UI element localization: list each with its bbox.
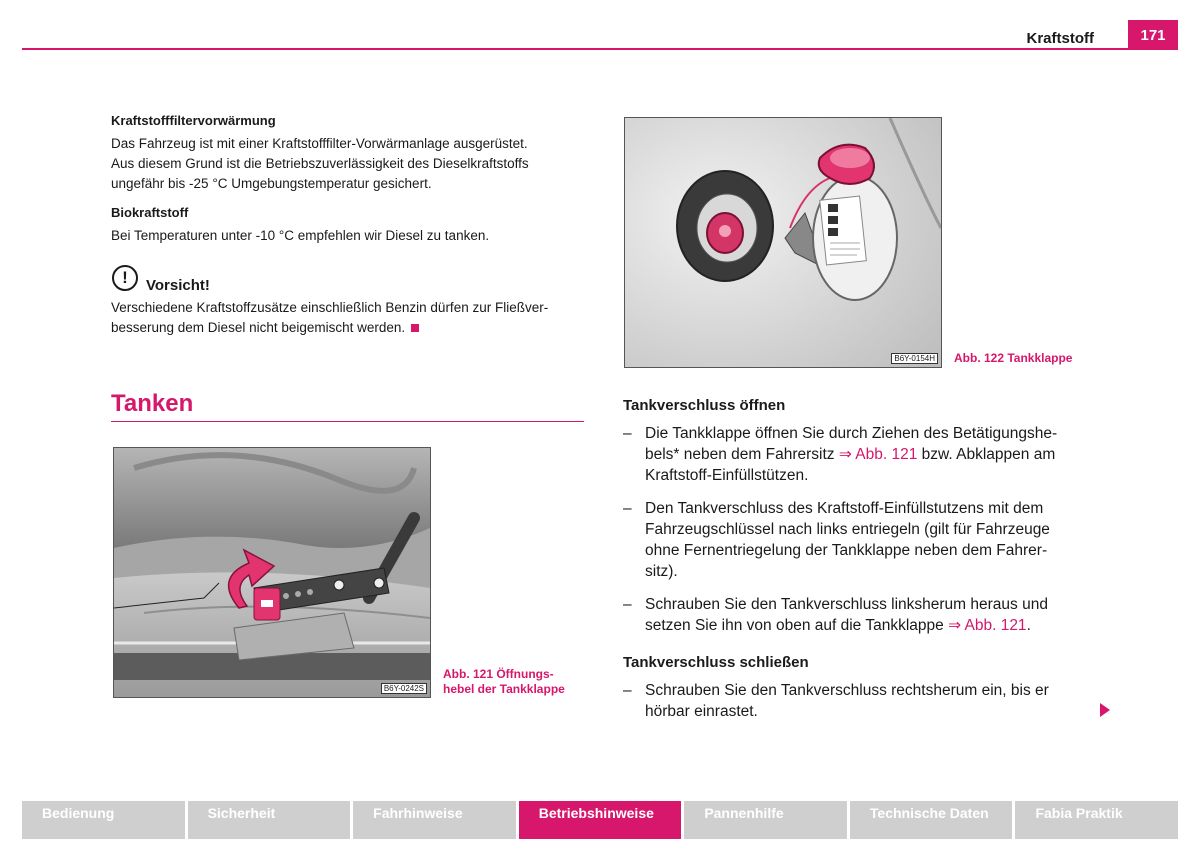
step-line: Schrauben Sie den Tankverschluss linksherum heraus und (645, 596, 1048, 613)
list-dash: – (623, 500, 632, 517)
step-line: Kraftstoff-Einfüllstützen. (645, 467, 809, 484)
end-of-section-square-icon (411, 324, 419, 332)
filter-line: Das Fahrzeug ist mit einer Kraftstofffilter-Vorwärmanlage ausgerüstet. (111, 136, 528, 151)
tab-betriebshinweise[interactable]: Betriebshinweise (519, 801, 682, 839)
list-dash: – (623, 682, 632, 699)
chapter-nav (22, 801, 1178, 839)
figure-121-caption (443, 667, 565, 697)
list-dash: – (623, 425, 632, 442)
caption-line: Abb. 121 Öffnungs- (443, 667, 554, 681)
bio-heading: Biokraftstoff (111, 205, 189, 220)
figure-121-reference-link[interactable]: ⇒ Abb. 121 (948, 617, 1027, 634)
section-title: Tanken (111, 390, 194, 417)
tab-fahrhinweise[interactable]: Fahrhinweise (353, 801, 516, 839)
step-line: bels* neben dem Fahrersitz (645, 446, 835, 463)
warning-line: besserung dem Diesel nicht beigemischt werden. (111, 320, 406, 335)
figure-121-code: B6Y-0242S (381, 683, 427, 694)
step-line: ohne Fernentriegelung der Tankklappe neben dem Fahrer- (645, 542, 1048, 559)
figure-122-caption: Abb. 122 Tankklappe (954, 351, 1073, 365)
page-number: 171 (1128, 20, 1178, 50)
close-heading: Tankverschluss schließen (623, 654, 809, 671)
filter-paragraph (111, 134, 591, 194)
step-line: Schrauben Sie den Tankverschluss rechtsherum ein, bis er (645, 682, 1049, 699)
step-line: . (1026, 617, 1031, 634)
warning-paragraph (111, 298, 591, 338)
open-step-3 (623, 594, 1103, 636)
figure-122-code: B6Y-0154H (891, 353, 938, 364)
open-step-1 (623, 423, 1103, 486)
warning-title: Vorsicht! (146, 277, 210, 294)
step-line: Die Tankklappe öffnen Sie durch Ziehen des Betätigungshe- (645, 425, 1058, 442)
tab-technische-daten[interactable]: Technische Daten (850, 801, 1013, 839)
step-line: Fahrzeugschlüssel nach links entriegeln (gilt für Fahrzeuge (645, 521, 1050, 538)
list-dash: – (623, 596, 632, 613)
header-rule (22, 48, 1178, 50)
tab-bedienung[interactable]: Bedienung (22, 801, 185, 839)
filter-heading: Kraftstofffiltervorwärmung (111, 113, 276, 128)
step-line: sitz). (645, 563, 678, 580)
step-line: Den Tankverschluss des Kraftstoff-Einfüllstutzens mit dem (645, 500, 1044, 517)
tab-sicherheit[interactable]: Sicherheit (188, 801, 351, 839)
open-heading: Tankverschluss öffnen (623, 397, 786, 414)
caption-line: hebel der Tankklappe (443, 682, 565, 696)
close-step-1 (623, 680, 1103, 722)
figure-121-lever-image (113, 447, 431, 698)
filter-line: ungefähr bis -25 °C Umgebungstemperatur gesichert. (111, 176, 432, 191)
step-line: setzen Sie ihn von oben auf die Tankklappe (645, 617, 944, 634)
tab-pannenhilfe[interactable]: Pannenhilfe (684, 801, 847, 839)
bio-paragraph: Bei Temperaturen unter -10 °C empfehlen wir Diesel zu tanken. (111, 228, 490, 243)
filter-line: Aus diesem Grund ist die Betriebszuverlässigkeit des Dieselkraftstoffs (111, 156, 529, 171)
step-line: hörbar einrastet. (645, 703, 758, 720)
figure-122-fuel-flap-image (624, 117, 942, 368)
step-line: bzw. Abklappen am (917, 446, 1056, 463)
section-rule (111, 421, 584, 422)
warning-line: Verschiedene Kraftstoffzusätze einschließlich Benzin dürfen zur Fließver- (111, 300, 549, 315)
figure-121-reference-link[interactable]: ⇒ Abb. 121 (838, 446, 918, 463)
tab-fabia-praktik[interactable]: Fabia Praktik (1015, 801, 1178, 839)
warning-icon: ! (112, 265, 138, 291)
continue-arrow-icon[interactable] (1100, 703, 1110, 717)
open-step-2 (623, 498, 1103, 582)
running-header-title: Kraftstoff (1026, 30, 1094, 47)
